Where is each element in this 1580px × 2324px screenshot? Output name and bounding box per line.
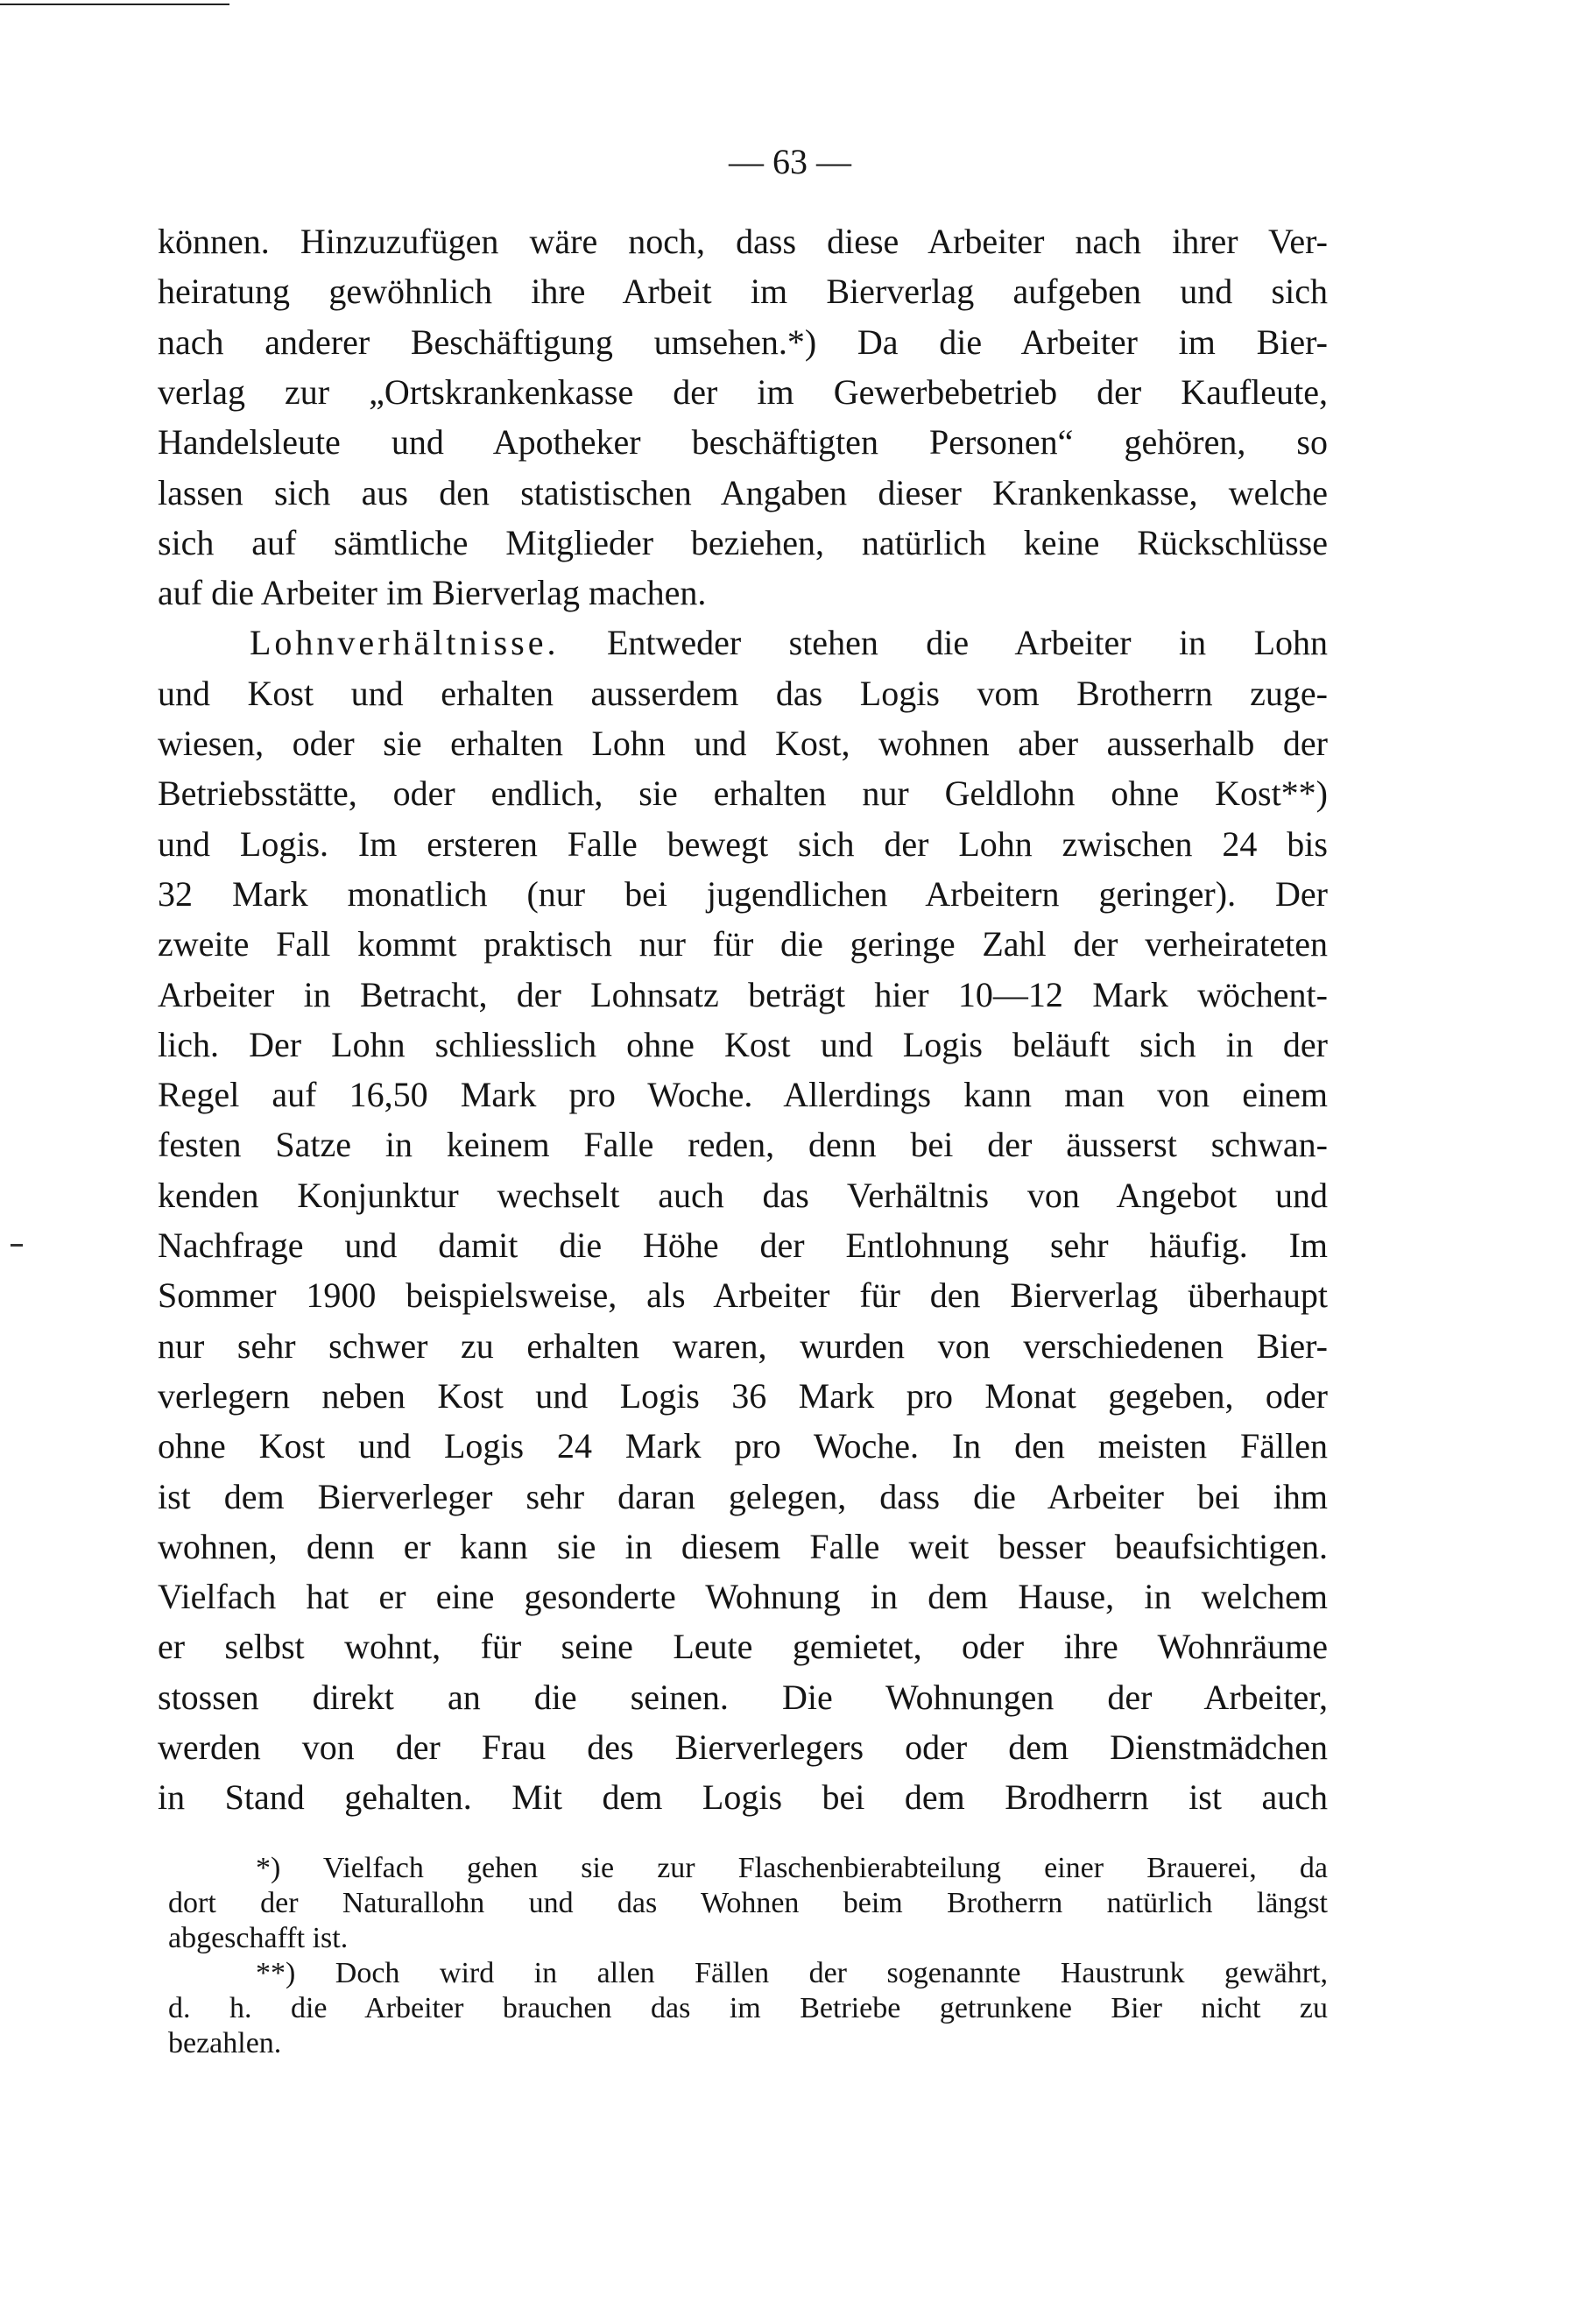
- line-text: Betriebsstätte, oder endlich, sie erhalten nur Geldlohn ohne Kost**): [158, 773, 1328, 814]
- line-text: lassen sich aus den statistischen Angaben dieser Krankenkasse, welche: [158, 472, 1328, 512]
- line-text: heiratung gewöhnlich ihre Arbeit im Bierverlag aufgeben und sich: [158, 272, 1328, 312]
- text-line: [158, 819, 1328, 869]
- line-text: können. Hinzuzufügen wäre noch, dass diese Arbeiter nach ihrer Ver-: [158, 222, 1328, 261]
- text-line: [158, 970, 1328, 1020]
- line-text: stossen direkt an die seinen. Die Wohnungen der Arbeiter,: [158, 1677, 1328, 1717]
- text-line: [158, 869, 1328, 919]
- line-text: und Logis. Im ersteren Falle bewegt sich der Lohn zwischen 24 bis: [158, 823, 1328, 864]
- text-line: [158, 1220, 1328, 1270]
- text-line: [158, 1621, 1328, 1671]
- text-line: [158, 317, 1328, 367]
- text-line: [158, 1270, 1328, 1320]
- line-text: Handelsleute und Apotheker beschäftigten Personen“ gehören, so: [158, 422, 1328, 463]
- line-text: Arbeiter in Betracht, der Lohnsatz beträgt hier 10—12 Mark wöchent-: [158, 974, 1328, 1014]
- page-number: — 63 —: [729, 142, 851, 181]
- text-line: [158, 1421, 1328, 1471]
- line-text: wohnen, denn er kann sie in diesem Falle weit besser beaufsichtigen.: [158, 1526, 1328, 1566]
- text-line: [158, 1170, 1328, 1220]
- text-line: [158, 1070, 1328, 1120]
- line-text: sich auf sämtliche Mitglieder beziehen, natürlich keine Rückschlüsse: [158, 522, 1328, 562]
- line-text: lich. Der Lohn schliesslich ohne Kost und Logis beläuft sich in der: [158, 1024, 1328, 1064]
- line-text: ohne Kost und Logis 24 Mark pro Woche. In den meisten Fällen: [158, 1426, 1328, 1466]
- text-line: [158, 1472, 1328, 1522]
- text-line: [158, 1572, 1328, 1621]
- line-text: festen Satze in keinem Falle reden, denn bei der äusserst schwan-: [158, 1125, 1328, 1165]
- section-heading: Lohnverhältnisse.: [250, 623, 560, 663]
- top-rule: [0, 4, 229, 5]
- text-line: [158, 1120, 1328, 1169]
- footnote-line: bezahlen.: [168, 2027, 282, 2059]
- text-line: [158, 216, 1328, 266]
- text-line: [158, 1722, 1328, 1772]
- line-text: nur sehr schwer zu erhalten waren, wurden von verschiedenen Bier-: [158, 1325, 1328, 1366]
- line-text: 32 Mark monatlich (nur bei jugendlichen Arbeitern geringer). Der: [158, 873, 1328, 914]
- line-text: werden von der Frau des Bierverlegers oder dem Dienstmädchen: [158, 1727, 1328, 1767]
- text-line: [158, 618, 1328, 668]
- footnote-line: d. h. die Arbeiter brauchen das im Betriebe getrunkene Bier nicht zu: [168, 1992, 1328, 2024]
- text-line: [158, 1672, 1328, 1722]
- footnote-line: abgeschafft ist.: [168, 1922, 349, 1954]
- text-line: [158, 768, 1328, 818]
- text-line: [158, 1371, 1328, 1421]
- line-text: nach anderer Beschäftigung umsehen.*) Da die Arbeiter im Bier-: [158, 321, 1328, 362]
- text-line: [158, 266, 1328, 316]
- text-line: [158, 417, 1328, 467]
- line-text: zweite Fall kommt praktisch nur für die geringe Zahl der verheirateten: [158, 924, 1328, 964]
- text-line: [158, 1772, 1328, 1822]
- line-text: er selbst wohnt, für seine Leute gemietet, oder ihre Wohnräume: [158, 1627, 1328, 1667]
- text-line: [158, 468, 1328, 518]
- line-text: verlag zur „Ortskrankenkasse der im Gewerbebetrieb der Kaufleute,: [158, 371, 1328, 412]
- line-text: Regel auf 16,50 Mark pro Woche. Allerdings kann man von einem: [158, 1075, 1328, 1115]
- text-line: [158, 518, 1328, 568]
- text-line: [158, 718, 1328, 768]
- text-line: [158, 1321, 1328, 1371]
- text-line: [158, 367, 1328, 417]
- line-text: in Stand gehalten. Mit dem Logis bei dem Brodherrn ist auch: [158, 1777, 1328, 1818]
- line-text: Nachfrage und damit die Höhe der Entlohnung sehr häufig. Im: [158, 1226, 1328, 1265]
- line-text: auf die Arbeiter im Bierverlag machen.: [158, 573, 707, 613]
- line-text: Sommer 1900 beispielsweise, als Arbeiter für den Bierverlag überhaupt: [158, 1275, 1328, 1316]
- line-text: kenden Konjunktur wechselt auch das Verhältnis von Angebot und: [158, 1175, 1328, 1215]
- footnote-line: dort der Naturallohn und das Wohnen beim Brotherrn natürlich längst: [168, 1887, 1328, 1919]
- line-text: ist dem Bierverleger sehr daran gelegen, dass die Arbeiter bei ihm: [158, 1476, 1328, 1516]
- text-line: [158, 919, 1328, 969]
- line-text: Vielfach hat er eine gesonderte Wohnung in dem Hause, in welchem: [158, 1577, 1328, 1617]
- line-text: wiesen, oder sie erhalten Lohn und Kost, wohnen aber ausserhalb der: [158, 724, 1328, 763]
- text-line: [158, 1522, 1328, 1572]
- text-line: [158, 568, 1328, 618]
- line-text: Entweder stehen die Arbeiter in Lohn: [606, 623, 1329, 663]
- footnote-line: **) Doch wird in allen Fällen der sogenannte Haustrunk gewährt,: [256, 1957, 1328, 1989]
- line-text: und Kost und erhalten ausserdem das Logis vom Brotherrn zuge-: [158, 673, 1328, 713]
- text-line: [158, 668, 1328, 718]
- margin-mark: [11, 1244, 23, 1247]
- text-line: [158, 1020, 1328, 1070]
- footnote-line: *) Vielfach gehen sie zur Flaschenbierabteilung einer Brauerei, da: [256, 1852, 1328, 1884]
- line-text: verlegern neben Kost und Logis 36 Mark pro Monat gegeben, oder: [158, 1375, 1328, 1416]
